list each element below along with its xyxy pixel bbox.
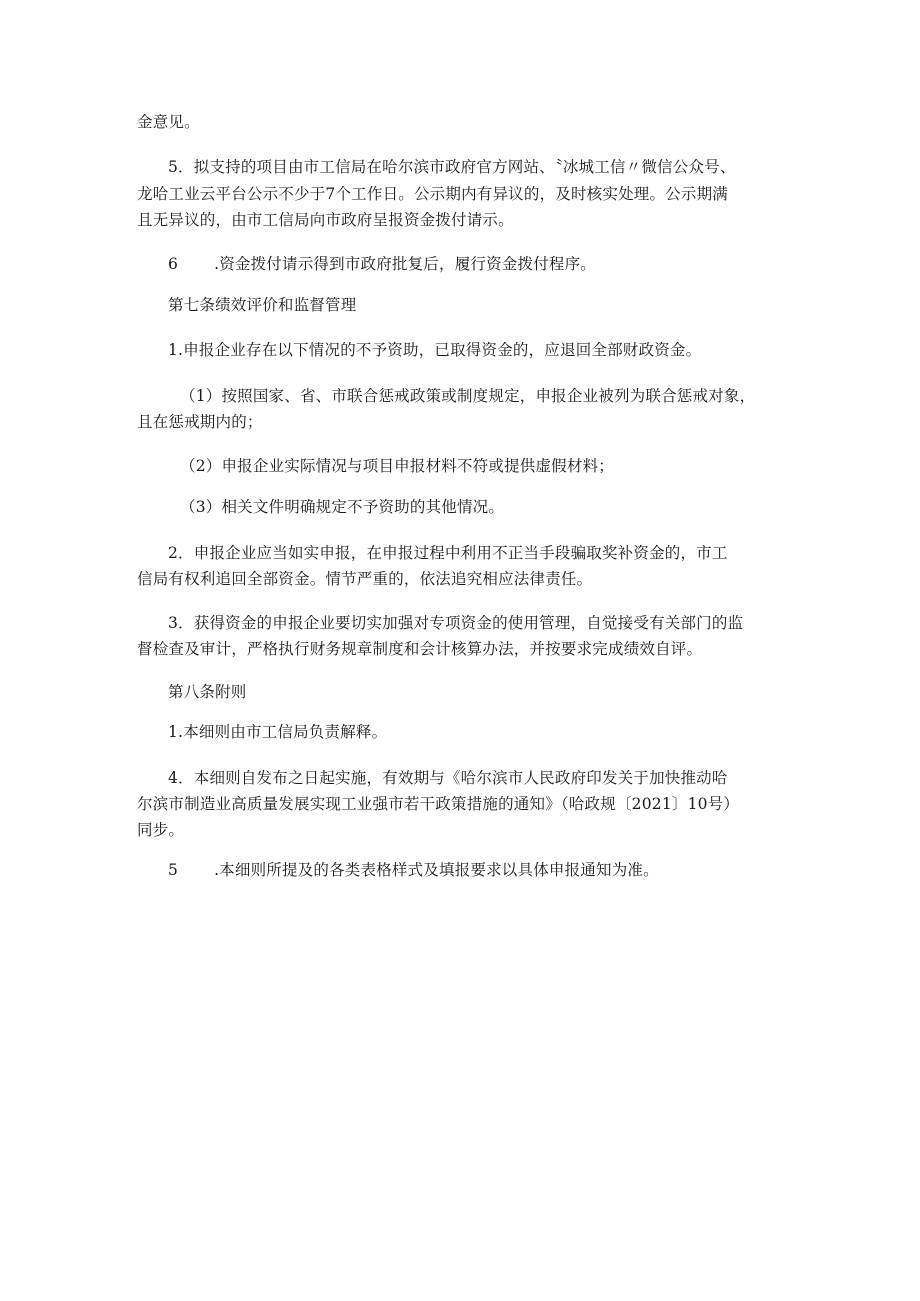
paragraph-line: 同步。 bbox=[137, 821, 185, 839]
item-number: 5 bbox=[168, 861, 179, 879]
paragraph-line bbox=[168, 860, 828, 880]
paragraph-line: 龙哈工业云平台公示不少于7个工作日。公示期内有异议的，及时核实处理。公示期满 bbox=[137, 185, 728, 203]
paragraph-line: 且无异议的，由市工信局向市政府呈报资金拨付请示。 bbox=[137, 211, 514, 229]
paragraph-line: 尔滨市制造业高质量发展实现工业强市若干政策措施的通知》（哈政规〔2021〕10号） bbox=[137, 795, 740, 813]
paragraph-line: （3）相关文件明确规定不予资助的其他情况。 bbox=[180, 498, 505, 516]
article-heading: 第八条附则 bbox=[168, 683, 247, 701]
paragraph-line: 3．获得资金的申报企业要切实加强对专项资金的使用管理，自觉接受有关部门的监 bbox=[168, 614, 744, 632]
paragraph-line: 1.申报企业存在以下情况的不予资助，已取得资金的，应退回全部财政资金。 bbox=[168, 341, 702, 359]
item-text: .资金拨付请示得到市政府批复后，履行资金拨付程序。 bbox=[214, 255, 596, 273]
paragraph-line: 2．申报企业应当如实申报，在申报过程中利用不正当手段骗取奖补资金的，市工 bbox=[168, 544, 728, 562]
paragraph-line: 4．本细则自发布之日起实施，有效期与《哈尔滨市人民政府印发关于加快推动哈 bbox=[168, 769, 728, 787]
article-heading: 第七条绩效评价和监督管理 bbox=[168, 296, 357, 314]
paragraph-line: （1）按照国家、省、市联合惩戒政策或制度规定，申报企业被列为联合惩戒对象， bbox=[180, 387, 756, 405]
paragraph-line: 金意见。 bbox=[137, 113, 200, 131]
paragraph-line: 1.本细则由市工信局负责解释。 bbox=[168, 723, 388, 741]
paragraph-line bbox=[168, 254, 828, 274]
paragraph-line: 督检查及审计，严格执行财务规章制度和会计核算办法，并按要求完成绩效自评。 bbox=[137, 640, 703, 658]
paragraph-line: （2）申报企业实际情况与项目申报材料不符或提供虚假材料； bbox=[180, 457, 614, 475]
paragraph-line: 信局有权利追回全部资金。情节严重的，依法追究相应法律责任。 bbox=[137, 570, 593, 588]
paragraph-line: 且在惩戒期内的； bbox=[137, 413, 263, 431]
item-text: .本细则所提及的各类表格样式及填报要求以具体申报通知为准。 bbox=[214, 861, 659, 879]
paragraph-line: 5．拟支持的项目由市工信局在哈尔滨市政府官方网站、〝冰城工信〃微信公众号、 bbox=[168, 158, 736, 176]
item-number: 6 bbox=[168, 255, 179, 273]
